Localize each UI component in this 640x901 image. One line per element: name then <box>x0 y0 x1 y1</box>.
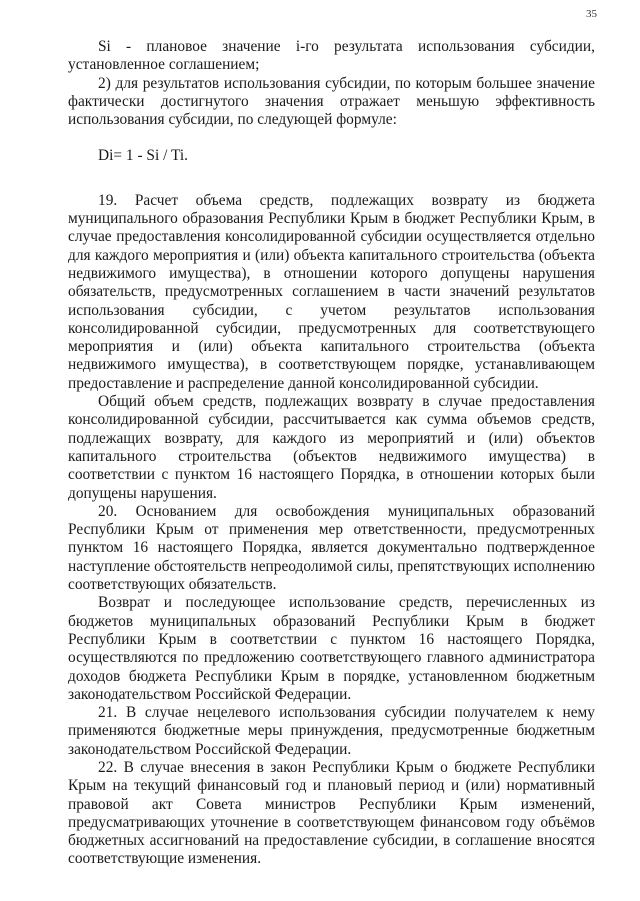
formula-di: Di= 1 - Si / Ti. <box>98 147 188 165</box>
paragraph-20: 20. Основанием для освобождения муниципальных образований Республики Крым от применения мер ответственности, предусмотренных пунктом 16 настоящего Порядка, является документально подтвержденное наступление обстоятельств непреодолимой силы, препятствующих исполнению соответствующих обязательств. <box>68 502 595 594</box>
document-body <box>68 38 595 869</box>
page-number: 35 <box>586 8 597 20</box>
paragraph-21: 21. В случае нецелевого использования субсидии получателем к нему применяются бюджетные меры принуждения, предусмотренные бюджетным законодательством Российской Федерации. <box>68 704 595 758</box>
paragraph-item-2: 2) для результатов использования субсидии, по которым большее значение фактически достигнутого значения отражает меньшую эффективность использования субсидии, по следующей формуле: <box>68 74 595 129</box>
paragraph-19-total: Общий объем средств, подлежащих возврату в случае предоставления консолидированной субсидии, рассчитывается как сумма объемов средств, подлежащих возврату, для каждого из мероприятий и (или) объектов капитального строительства (объектов недвижимого имущества) в соответствии с пунктом 16 настоящего Порядка, в отношении которых были допущены нарушения. <box>68 393 595 502</box>
paragraph-si-definition: Si - плановое значение i-го результата использования субсидии, установленное соглашением; <box>68 38 595 74</box>
paragraph-19: 19. Расчет объема средств, подлежащих возврату из бюджета муниципального образования Республики Крым в бюджет Республики Крым, в случае предоставления консолидированной субсидии осуществляется отдельно для каждого мероприятия и (или) объекта капитального строительства (объекта недвижимого имущества), в отношении которого допущены нарушения обязательств, предусмотренных соглашением в части значений результатов использования субсидии, с учетом результатов использования консолидированной субсидии, предусмотренных для соответствующего мероприятия и (или) объекта капитального строительства (объекта недвижимого имущества), в соответствующем порядке, устанавливающем предоставление и распределение данной консолидированной субсидии. <box>68 191 595 392</box>
paragraph-20-return: Возврат и последующее использование средств, перечисленных из бюджетов муниципальных образований Республики Крым в бюджет Республики Крым в соответствии с пунктом 16 настоящего Порядка, осуществляются по предложению соответствующего главного администратора доходов бюджета Республики Крым в порядке, установленном бюджетным законодательством Российской Федерации. <box>68 594 595 703</box>
paragraph-22: 22. В случае внесения в закон Республики Крым о бюджете Республики Крым на текущий финансовый год и плановый период и (или) нормативный правовой акт Совета министров Республики Крым изменений, предусматривающих уточнение в соответствующем финансовом году объёмов бюджетных ассигнований на предоставление субсидии, в соглашение вносятся соответствующие изменения. <box>68 758 595 868</box>
